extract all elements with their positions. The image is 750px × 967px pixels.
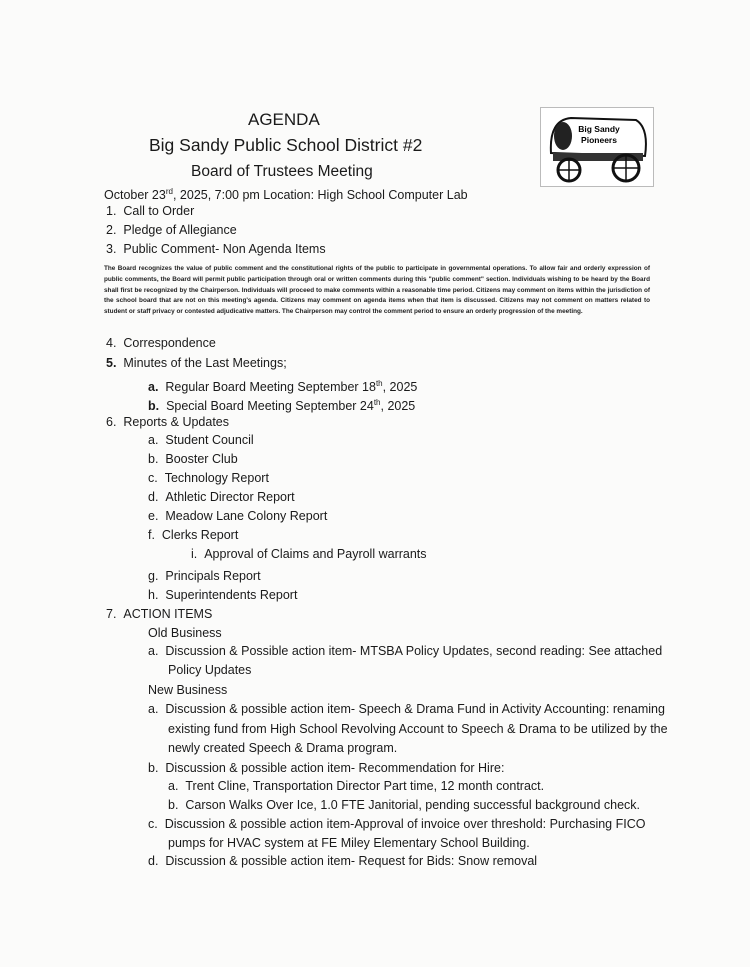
report-subitem: i. Approval of Claims and Payroll warrants [191, 547, 427, 561]
report-item: b. Booster Club [148, 452, 238, 466]
report-item: h. Superintendents Report [148, 588, 298, 602]
hire-b: b. Carson Walks Over Ice, 1.0 FTE Janitorial, pending successful background check. [168, 798, 640, 812]
big-sandy-pioneers-logo [540, 107, 654, 187]
item-5b: b. Special Board Meeting September 24th, 2025 [148, 398, 416, 414]
item-6: 6. Reports & Updates [106, 415, 229, 429]
meeting-date-location [104, 184, 468, 203]
meeting-name: Board of Trustees Meeting [191, 163, 373, 180]
old-business-heading: Old Business [148, 626, 222, 640]
date-suffix: rd [165, 187, 173, 196]
item-2: 2. Pledge of Allegiance [106, 223, 237, 237]
new-business-heading: New Business [148, 683, 228, 697]
item-3: 3. Public Comment- Non Agenda Items [106, 242, 326, 256]
item-1: 1. Call to Order [106, 204, 195, 218]
new-business-d: d. Discussion & possible action item- Request for Bids: Snow removal [148, 854, 538, 868]
new-business-a-cont: newly created Speech & Drama program. [168, 741, 398, 755]
time-location: , 2025, 7:00 pm Location: High School Computer Lab [172, 188, 468, 203]
hire-a: a. Trent Cline, Transportation Director Part time, 12 month contract. [168, 779, 545, 793]
item-5a: a. Regular Board Meeting September 18th, 2025 [148, 379, 418, 395]
report-item: f. Clerks Report [148, 528, 239, 542]
item-7: 7. ACTION ITEMS [106, 607, 213, 621]
agenda-title: AGENDA [248, 110, 320, 129]
public-comment-policy: The Board recognizes the value of public comment and the constitutional rights of the public to participate in governmental operations. To allow fair and orderly expression of public comments, the Board will permit public participation through oral or written comments during this "public comment" section. Individuals wishing to be heard by the Board shall first be recognized by the Chairperson. Individuals will proceed to make comments within a reasonable time period. Citizens may comment on items within the jurisdiction of the school board that are not on this meeting's agenda. Citizens may comment on agenda items when that item is discussed. Citizens may not comment on matters related to student or staff privacy or contested adjudicative matters. The Chairperson may control the comment period to ensure an orderly progression of the meeting. [104, 265, 650, 316]
report-item: d. Athletic Director Report [148, 490, 295, 504]
new-business-c: c. Discussion & possible action item-Approval of invoice over threshold: Purchasing FICO [148, 817, 646, 831]
new-business-b: b. Discussion & possible action item- Recommendation for Hire: [148, 761, 505, 775]
date: October 23 [104, 188, 166, 203]
report-item: a. Student Council [148, 433, 254, 447]
item-4: 4. Correspondence [106, 336, 216, 350]
report-item: g. Principals Report [148, 569, 261, 583]
item-5: 5. Minutes of the Last Meetings; [106, 356, 287, 370]
report-item: c. Technology Report [148, 471, 269, 485]
new-business-a: a. Discussion & possible action item- Speech & Drama Fund in Activity Accounting: renaming [148, 702, 665, 716]
new-business-c-cont: pumps for HVAC system at FE Miley Elementary School Building. [168, 836, 530, 850]
district-name: Big Sandy Public School District #2 [149, 135, 423, 155]
report-item: e. Meadow Lane Colony Report [148, 509, 328, 523]
svg-text:Pioneers: Pioneers [581, 135, 617, 145]
old-business-a: a. Discussion & Possible action item- MTSBA Policy Updates, second reading: See attached [148, 644, 663, 658]
new-business-a-cont: existing fund from High School Revolving Account to Speech & Drama to be utilized by the [168, 722, 668, 736]
svg-text:Big Sandy: Big Sandy [578, 124, 620, 134]
old-business-a-cont: Policy Updates [168, 663, 252, 677]
